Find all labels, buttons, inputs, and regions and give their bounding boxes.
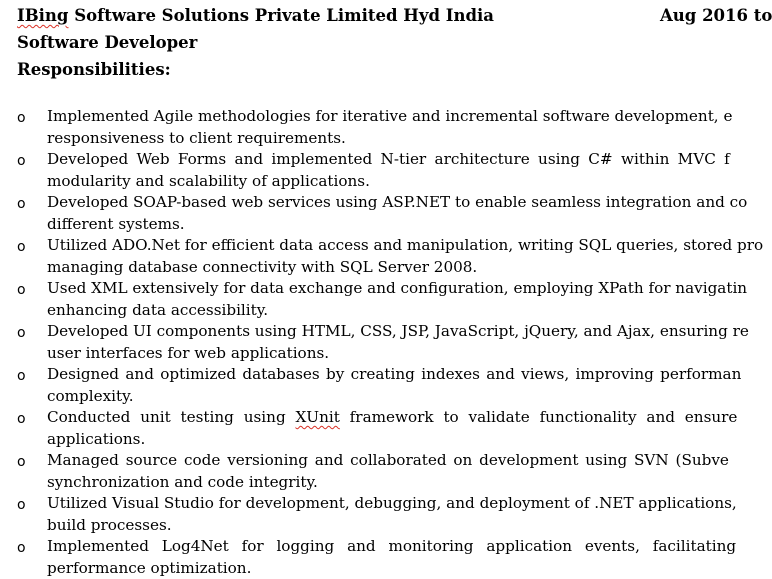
company-name-spellcheck-word: IBing xyxy=(17,6,68,25)
list-item xyxy=(0,407,756,450)
bullet-marker: o xyxy=(17,108,26,129)
list-item-line-2: user interfaces for web applications. xyxy=(47,343,756,365)
list-item-line-1: Utilized ADO.Net for efficient data access and manipulation, writing SQL queries, stored pro xyxy=(47,235,756,257)
list-item-text xyxy=(47,192,756,235)
list-item-line-2: complexity. xyxy=(47,386,756,408)
list-item xyxy=(0,235,756,278)
list-item-text xyxy=(47,407,756,450)
list-item-line-1: Developed UI components using HTML, CSS, JSP, JavaScript, jQuery, and Ajax, ensuring re xyxy=(47,321,756,343)
list-item-line-2: modularity and scalability of applications. xyxy=(47,171,756,193)
list-item-line-1: Developed SOAP-based web services using ASP.NET to enable seamless integration and co xyxy=(47,192,756,214)
list-item-line-1: Managed source code versioning and collaborated on development using SVN (Subve xyxy=(47,450,756,472)
list-item-line-1: Used XML extensively for data exchange and configuration, employing XPath for navigatin xyxy=(47,278,756,300)
bullet-marker: o xyxy=(17,151,26,172)
list-item-text xyxy=(47,235,756,278)
list-item-line-2: enhancing data accessibility. xyxy=(47,300,756,322)
list-item-line-1 xyxy=(47,407,756,429)
list-item-line-2: build processes. xyxy=(47,515,756,537)
list-item xyxy=(0,149,756,192)
spellcheck-word: XUnit xyxy=(296,408,340,426)
list-item-line-2: synchronization and code integrity. xyxy=(47,472,756,494)
list-item xyxy=(0,278,756,321)
bullet-marker: o xyxy=(17,452,26,473)
list-item xyxy=(0,450,756,493)
list-item xyxy=(0,192,756,235)
responsibilities-list xyxy=(0,106,756,579)
employment-date: Aug 2016 to xyxy=(660,6,772,26)
list-item xyxy=(0,364,756,407)
list-item-text xyxy=(47,321,756,364)
list-item-line-2: different systems. xyxy=(47,214,756,236)
bullet-marker: o xyxy=(17,323,26,344)
list-item xyxy=(0,321,756,364)
list-item-text xyxy=(47,106,756,149)
list-item-line-1-start: Conducted unit testing using xyxy=(47,408,296,426)
bullet-marker: o xyxy=(17,366,26,387)
list-item xyxy=(0,536,756,579)
list-item-line-2: managing database connectivity with SQL Server 2008. xyxy=(47,257,756,279)
list-item-text xyxy=(47,364,756,407)
list-item-line-1: Developed Web Forms and implemented N-tier architecture using C# within MVC f xyxy=(47,149,756,171)
list-item xyxy=(0,106,756,149)
bullet-marker: o xyxy=(17,194,26,215)
list-item-line-1: Designed and optimized databases by creating indexes and views, improving performan xyxy=(47,364,756,386)
list-item-text xyxy=(47,493,756,536)
company-name xyxy=(17,6,494,26)
bullet-marker: o xyxy=(17,280,26,301)
list-item-line-2: performance optimization. xyxy=(47,558,756,579)
bullet-marker: o xyxy=(17,538,26,559)
list-item-line-1: Implemented Agile methodologies for iterative and incremental software development, e xyxy=(47,106,756,128)
list-item-line-1-end: framework to validate functionality and ensure xyxy=(340,408,738,426)
list-item-line-2: applications. xyxy=(47,429,756,451)
list-item-text xyxy=(47,536,756,579)
list-item-line-2: responsiveness to client requirements. xyxy=(47,128,756,150)
job-title: Software Developer xyxy=(17,33,197,53)
list-item-text xyxy=(47,450,756,493)
company-name-rest: Software Solutions Private Limited Hyd India xyxy=(68,6,494,25)
list-item-line-1: Utilized Visual Studio for development, debugging, and deployment of .NET applications, xyxy=(47,493,756,515)
list-item xyxy=(0,493,756,536)
list-item-line-1: Implemented Log4Net for logging and monitoring application events, facilitating xyxy=(47,536,756,558)
bullet-marker: o xyxy=(17,409,26,430)
list-item-text xyxy=(47,149,756,192)
responsibilities-heading: Responsibilities: xyxy=(17,60,171,80)
bullet-marker: o xyxy=(17,237,26,258)
list-item-text xyxy=(47,278,756,321)
bullet-marker: o xyxy=(17,495,26,516)
